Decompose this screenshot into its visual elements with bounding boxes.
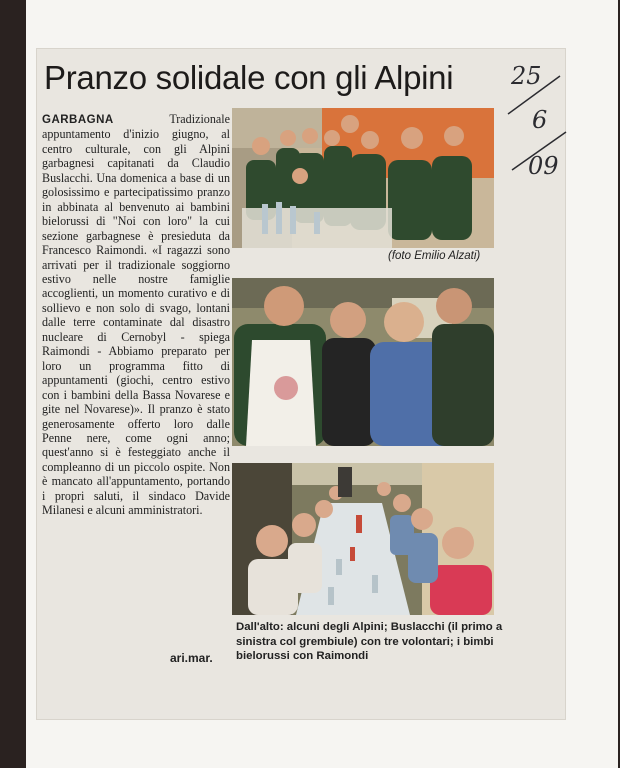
- photo-children-lunch: [232, 463, 494, 615]
- date-year: 09: [528, 152, 559, 180]
- date-month: 6: [532, 106, 548, 134]
- photo-caption: Dall'alto: alcuni degli Alpini; Buslacchi (il primo a sinistra col grembiule) con tre volontari; i bimbi bielorussi con Raimondi: [236, 621, 503, 663]
- article-title: Pranzo solidale con gli Alpini: [44, 59, 454, 96]
- date-day: 25: [511, 62, 542, 90]
- article-text: Tradizionale appuntamento d'inizio giugno, al centro culturale, con gli Alpini garbagnesi capitanati da Claudio Buslacchi. Una domenica a base di un golosissimo e partecipatissimo pranzo in abbinata al benvenuto ai bambini bielorussi di "Noi con loro" la cui sezione garbagnese è presieduta da Francesco Raimondi. «I ragazzi sono arrivati per il tradizionale soggiorno estivo nelle nostre famiglie accoglienti, un momento curativo e di sollievo e non solo di svago, lontani dalle terre contaminate dal disastro nucleare di Cernobyl - spiega Raimondi - Abbiamo preparato per loro un programma fitto di appuntamenti (giochi, centro estivo con i bambini della Bassa Novarese e gite nel Novarese)». Il pranzo è stato generosamente offerto loro dalle Penne nere, come ogni anno; quest'anno si è festeggiato anche il compleanno di un piccolo ospite. Non è mancato all'appuntamento, portando i propri saluti, il sindaco Davide Milanesi e alcuni amministratori.: [42, 112, 230, 518]
- photo-buslacchi-volunteers: [232, 278, 494, 446]
- photo-credit: (foto Emilio Alzati): [388, 250, 481, 262]
- article-signature: ari.mar.: [170, 651, 213, 665]
- article-body: [42, 112, 230, 518]
- article-location: GARBAGNA: [42, 114, 114, 126]
- photo-alpini-group: [232, 108, 494, 248]
